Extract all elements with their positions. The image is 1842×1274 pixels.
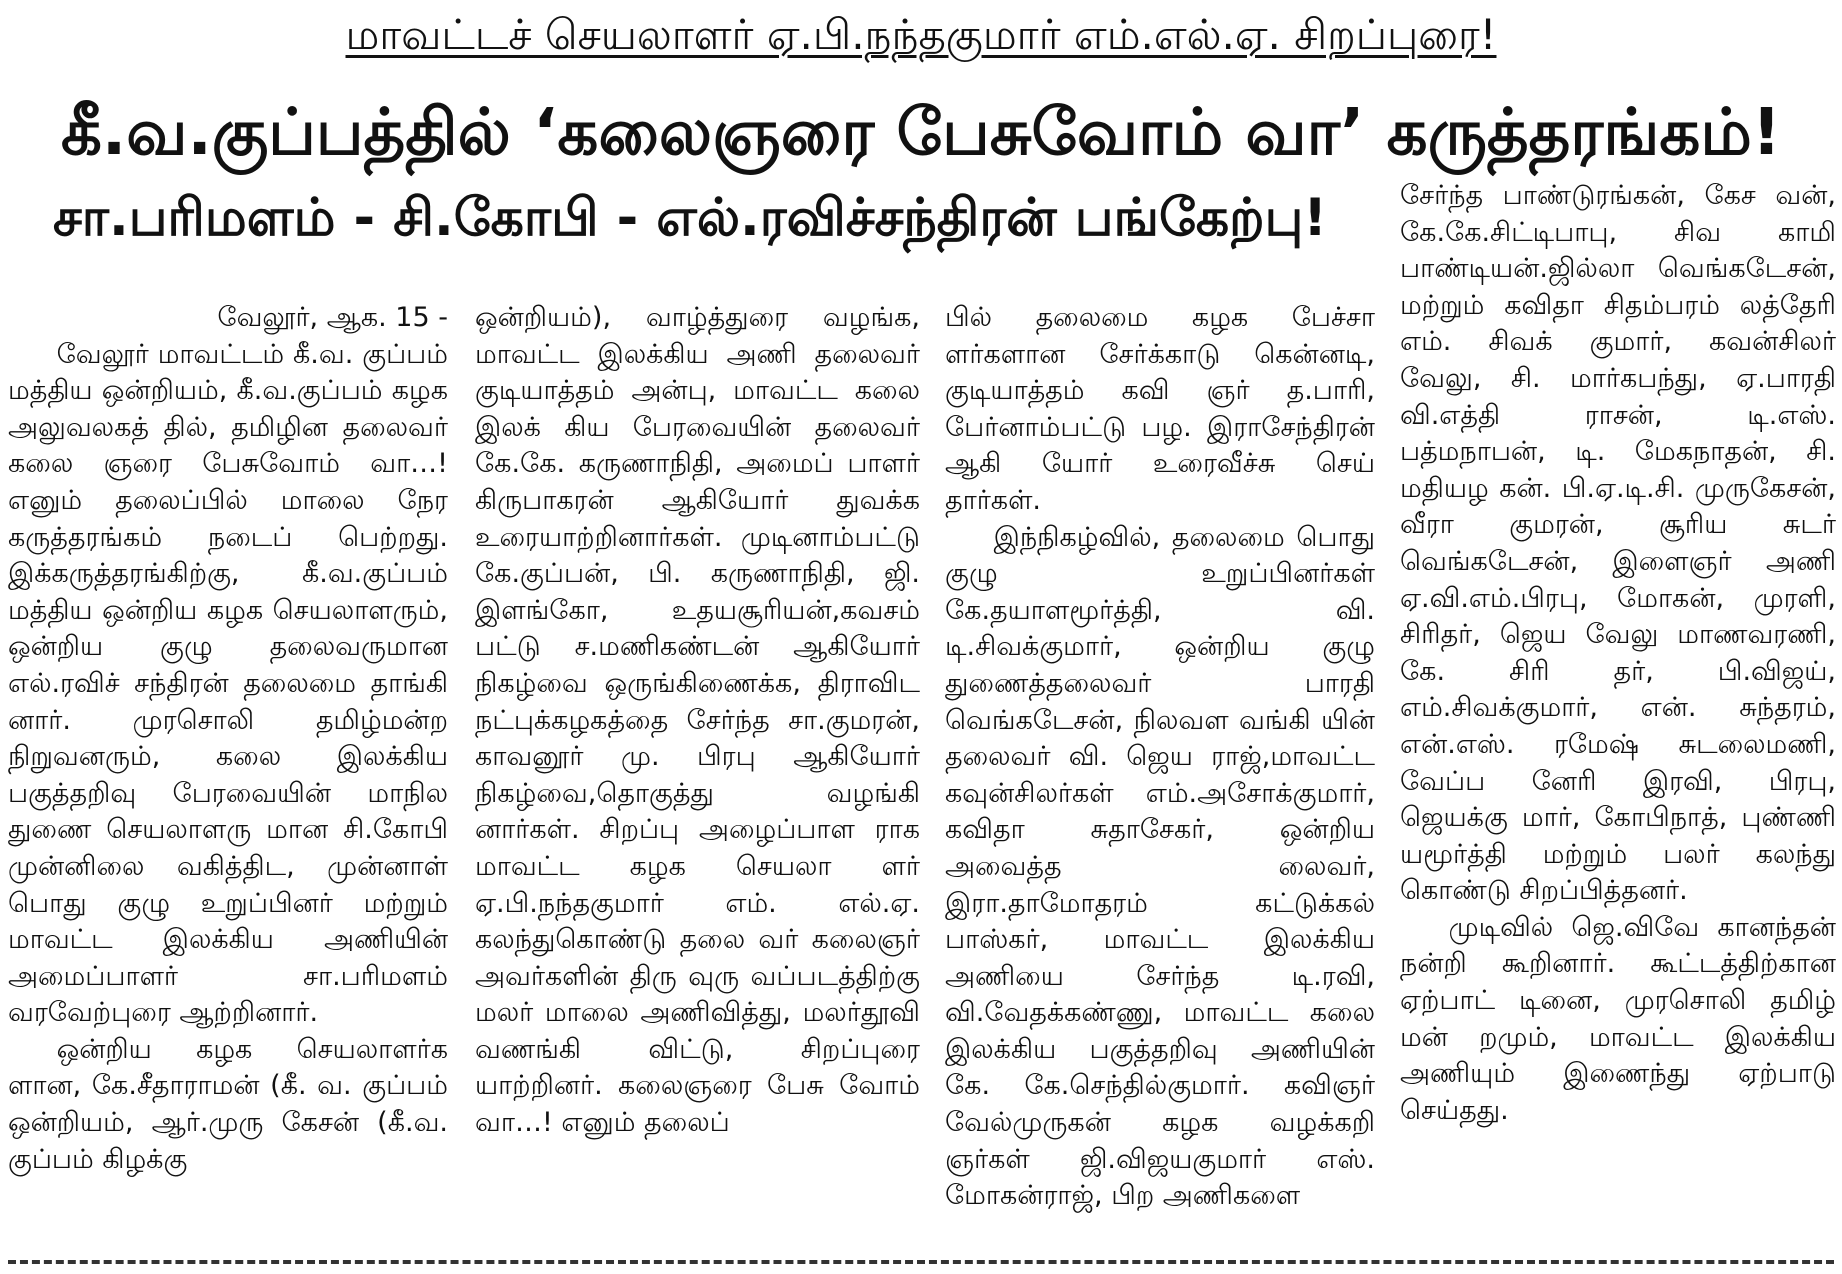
kicker-text: மாவட்டச் செயலாளர் ஏ.பி.நந்தகுமார் எம்.எல்.ஏ. சிறப்புரை! xyxy=(345,10,1497,59)
paragraph: முடிவில் ஜெ.விவே கானந்தன் நன்றி கூறினார். கூட்டத்திற்கான ஏற்பாட் டினை, முரசொலி தமிழ் மன் றமும், மாவட்ட இலக்கிய அணியும் இணைந்து ஏற்பாடு செய்தது. xyxy=(1400,911,1836,1126)
kicker-line xyxy=(0,4,1842,66)
dateline: வேலூர், ஆக. 15 - xyxy=(217,302,448,333)
paragraph: இந்நிகழ்வில், தலைமை பொது குழு உறுப்பினர்கள் கே.தயாளமூர்த்தி, வி. டி.சிவக்குமார், ஒன்றிய குழு துணைத்தலைவர் பாரதி வெங்கடேசன், நிலவள வங்கி யின் தலைவர் வி. ஜெய ராஜ்,மாவட்ட கவுன்சிலர்கள் எம்.அசோக்குமார், கவிதா சுதாசேகர், ஒன்றிய அவைத்த லைவர், இரா.தாமோதரம் கட்டுக்கல் பாஸ்கர், மாவட்ட இலக்கிய அணியை சேர்ந்த டி.ரவி, வி.வேதக்கண்ணு, மாவட்ட கலை இலக்கிய பகுத்தறிவு அணியின் கே. கே.செந்தில்குமார். கவிஞர் வேல்முருகன் கழக வழக்கறி ஞர்கள் ஜி.விஜயகுமார் எஸ். மோகன்ராஜ், பிற அணிகளை xyxy=(945,521,1375,1212)
article-column-2 xyxy=(475,300,920,1250)
bottom-divider xyxy=(8,1260,1834,1264)
paragraph: பில் தலைமை கழக பேச்சா ளர்களான சேர்க்காடு கென்னடி, குடியாத்தம் கவி ஞர் த.பாரி, பேர்னாம்பட்டு பழ. இராசேந்திரன் ஆகி யோர் உரைவீச்சு செய் தார்கள். xyxy=(945,302,1375,516)
paragraph: வேலூர் மாவட்டம் கீ.வ. குப்பம் மத்திய ஒன்றியம், கீ.வ.குப்பம் கழக அலுவலகத் தில், தமிழின தலைவர் கலை ஞரை பேசுவோம் வா…! எனும் தலைப்பில் மாலை நேர கருத்தரங்கம் நடைப் பெற்றது. இக்கருத்தரங்கிற்கு, கீ.வ.குப்பம் மத்திய ஒன்றிய கழக செயலாளரும், ஒன்றிய குழு தலைவருமான எல்.ரவிச் சந்திரன் தலைமை தாங்கி னார். முரசொலி தமிழ்மன்ற நிறுவனரும், கலை இலக்கிய பகுத்தறிவு பேரவையின் மாநில துணை செயலாளரு மான சி.கோபி முன்னிலை வகித்திட, முன்னாள் பொது குழு உறுப்பினர் மற்றும் மாவட்ட இலக்கிய அணியின் அமைப்பாளர் சா.பரிமளம் வரவேற்புரை ஆற்றினார். xyxy=(8,338,448,1029)
article-column-4 xyxy=(1400,178,1836,1250)
paragraph: சேர்ந்த பாண்டுரங்கன், கேச வன், கே.கே.சிட்டிபாபு, சிவ காமி பாண்டியன்.ஜில்லா வெங்கடேசன், மற்றும் கவிதா சிதம்பரம் லத்தேரி எம். சிவக் குமார், கவன்சிலர் வேலு, சி. மார்கபந்து, ஏ.பாரதி வி.எத்தி ராசன், டி.எஸ். பத்மநாபன், டி. மேகநாதன், சி. மதியழ கன். பி.ஏ.டி.சி. முருகேசன், வீரா குமரன், சூரிய சுடர் வெங்கடேசன், இளைஞர் அணி ஏ.வி.எம்.பிரபு, மோகன், முரளி, சிரிதர், ஜெய வேலு மாணவரணி, கே. சிரி தர், பி.விஜய், எம்.சிவக்குமார், என். சுந்தரம், என்.எஸ். ரமேஷ் சுடலைமணி, வேப்ப னேரி இரவி, பிரபு, ஜெயக்கு மார், கோபிநாத், புண்ணி யமூர்த்தி மற்றும் பலர் கலந்து கொண்டு சிறப்பித்தனர். xyxy=(1400,180,1836,907)
article-column-1 xyxy=(8,300,448,1250)
paragraph: ஒன்றிய கழக செயலாளர்க ளான, கே.சீதாராமன் (கீ. வ. குப்பம் ஒன்றியம், ஆர்.முரு கேசன் (கீ.வ. குப்பம் கிழக்கு xyxy=(8,1033,448,1175)
subheadline: சா.பரிமளம் - சி.கோபி - எல்.ரவிச்சந்திரன் பங்கேற்பு! xyxy=(53,188,1327,248)
article-column-3 xyxy=(945,300,1375,1250)
headline: கீ.வ.குப்பத்தில் ‘கலைஞரை பேசுவோம் வா’ கருத்தரங்கம்! xyxy=(60,96,1782,170)
paragraph: ஒன்றியம்), வாழ்த்துரை வழங்க, மாவட்ட இலக்கிய அணி தலைவர் குடியாத்தம் அன்பு, மாவட்ட கலை இலக் கிய பேரவையின் தலைவர் கே.கே. கருணாநிதி, அமைப் பாளர் கிருபாகரன் ஆகியோர் துவக்க உரையாற்றினார்கள். முடினாம்பட்டு கே.குப்பன், பி. கருணாநிதி, ஜி. இளங்கோ, உதயசூரியன்,கவசம் பட்டு ச.மணிகண்டன் ஆகியோர் நிகழ்வை ஒருங்கிணைக்க, திராவிட நட்புக்கழகத்தை சேர்ந்த சா.குமரன், காவனூர் மு. பிரபு ஆகியோர் நிகழ்வை,தொகுத்து வழங்கி னார்கள். சிறப்பு அழைப்பாள ராக மாவட்ட கழக செயலா ளர் ஏ.பி.நந்தகுமார் எம். எல்.ஏ. கலந்துகொண்டு தலை வர் கலைஞர் அவர்களின் திரு வுரு வப்படத்திற்கு மலர் மாலை அணிவித்து, மலர்தூவி வணங்கி விட்டு, சிறப்புரை யாற்றினர். கலைஞரை பேசு வோம் வா…! எனும் தலைப் xyxy=(475,302,920,1139)
